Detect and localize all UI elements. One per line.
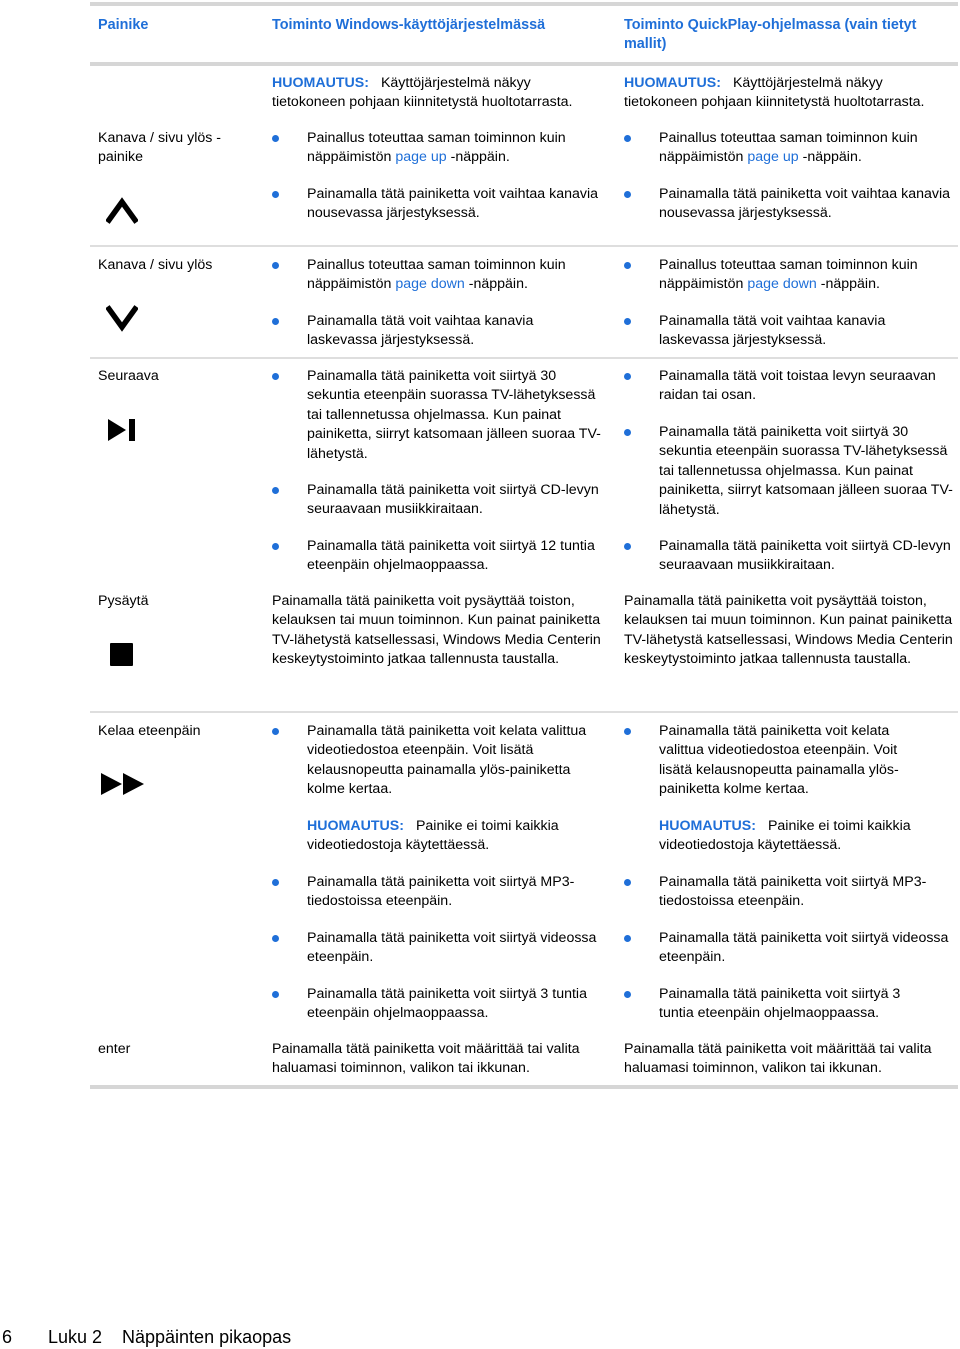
key-name: page down [747, 276, 817, 293]
note-text: Painike ei toimi kaikkia videotiedostoja käytettäessä. [307, 818, 559, 854]
chapter-label: Luku 2 [48, 1327, 103, 1347]
note-label: HUOMAUTUS: [659, 818, 756, 834]
stop-description-quickplay: Painamalla tätä painiketta voit pysäyttää toiston, kelauksen tai muun toiminnon. Kun painat painiketta TV-lähetystä katsellessasi, Windows Media Centerin keskeytystoiminto jatkaa tallennusta taustalla. [624, 593, 953, 668]
row-divider [90, 245, 958, 247]
key-name: page up [395, 149, 447, 166]
list-item: Painallus toteuttaa saman toiminnon kuin näppäimistön page down -näppäin. [624, 256, 958, 295]
button-name-fast-forward: Kelaa eteenpäin [98, 723, 201, 739]
page-number: 6 [2, 1327, 13, 1347]
stop-icon [109, 642, 135, 674]
note-label: HUOMAUTUS: [272, 75, 369, 91]
button-name-channel-up: Kanava / sivu ylös -painike [98, 130, 222, 166]
enter-description-windows: Painamalla tätä painiketta voit määrittää tai valita haluamasi toiminnon, valikon tai ikkunan. [272, 1041, 580, 1077]
list-item: Painamalla tätä painiketta voit siirtyä 30 sekuntia eteenpäin suorassa TV-lähetyksessä tai tallennetussa ohjelmassa. Kun painat painiketta, siirryt katsomaan jälleen suoraa TV-lähetystä. [624, 423, 958, 520]
os-note-quickplay [624, 74, 958, 113]
row-divider [90, 357, 958, 359]
note-label: HUOMAUTUS: [307, 818, 404, 834]
column-header-windows: Toiminto Windows-käyttöjärjestelmässä [272, 17, 546, 33]
ff-note-quickplay [659, 817, 958, 856]
list-item: Painamalla tätä painiketta voit siirtyä MP3-tiedostoissa eteenpäin. [624, 873, 958, 912]
chevron-down-icon [106, 304, 138, 338]
note-text: Käyttöjärjestelmä näkyy tietokoneen pohjaan kiinnitetystä huoltotarrasta. [624, 75, 925, 111]
list-item: Painallus toteuttaa saman toiminnon kuin näppäimistön page down -näppäin. [272, 256, 604, 295]
row-divider [90, 711, 958, 713]
button-name-next: Seuraava [98, 368, 159, 384]
stop-description-windows: Painamalla tätä painiketta voit pysäyttää toiston, kelauksen tai muun toiminnon. Kun painat painiketta TV-lähetystä katsellessasi, Windows Media Centerin keskeytystoiminto jatkaa tallennusta taustalla. [272, 593, 601, 668]
header-bottom-rule [90, 62, 958, 66]
list-item: Painamalla tätä voit vaihtaa kanavia laskevassa järjestyksessä. [272, 312, 604, 351]
list-item: Painamalla tätä painiketta voit vaihtaa kanavia nousevassa järjestyksessä. [624, 185, 958, 224]
list-item: Painallus toteuttaa saman toiminnon kuin näppäimistön page up -näppäin. [624, 129, 958, 168]
list-item: Painamalla tätä painiketta voit siirtyä 3 tuntia eteenpäin ohjelmaoppaassa. [624, 985, 928, 1024]
list-item: Painamalla tätä painiketta voit siirtyä MP3-tiedostoissa eteenpäin. [272, 873, 604, 912]
list-item: Painamalla tätä painiketta voit siirtyä CD-levyn seuraavaan musiikkiraitaan. [624, 537, 958, 576]
list-item: Painamalla tätä painiketta voit kelata valittua videotiedostoa eteenpäin. Voit lisätä kelausnopeutta painamalla ylös-painiketta kolme kertaa. [272, 722, 610, 800]
list-item: Painamalla tätä painiketta voit siirtyä CD-levyn seuraavaan musiikkiraitaan. [272, 481, 604, 520]
table-top-rule [90, 2, 958, 6]
chevron-up-icon [106, 196, 138, 230]
list-item: Painallus toteuttaa saman toiminnon kuin näppäimistön page up -näppäin. [272, 129, 604, 168]
list-item: Painamalla tätä painiketta voit siirtyä 30 sekuntia eteenpäin suorassa TV-lähetyksessä tai tallennetussa ohjelmassa. Kun painat painiketta, siirryt katsomaan jälleen suoraa TV-lähetystä. [272, 367, 604, 464]
note-text: Painike ei toimi kaikkia videotiedostoja käytettäessä. [659, 818, 911, 854]
key-name: page up [747, 149, 799, 166]
column-header-button: Painike [98, 17, 149, 33]
key-name: page down [395, 276, 465, 293]
button-name-stop: Pysäytä [98, 593, 149, 609]
table-bottom-rule [90, 1085, 958, 1089]
note-text: Käyttöjärjestelmä näkyy tietokoneen pohjaan kiinnitetystä huoltotarrasta. [272, 75, 573, 111]
list-item: Painamalla tätä painiketta voit kelata valittua videotiedostoa eteenpäin. Voit lisätä kelausnopeutta painamalla ylös-painiketta kolme kertaa. [624, 722, 924, 800]
list-item: Painamalla tätä painiketta voit siirtyä 3 tuntia eteenpäin ohjelmaoppaassa. [272, 985, 614, 1024]
fast-forward-icon [100, 771, 146, 803]
os-note-windows [272, 74, 604, 113]
list-item: Painamalla tätä painiketta voit vaihtaa kanavia nousevassa järjestyksessä. [272, 185, 604, 224]
ff-note-windows [307, 817, 607, 856]
note-label: HUOMAUTUS: [624, 75, 721, 91]
column-header-quickplay: Toiminto QuickPlay-ohjelmassa (vain tietyt mallit) [624, 17, 917, 53]
enter-description-quickplay: Painamalla tätä painiketta voit määrittää tai valita haluamasi toiminnon, valikon tai ikkunan. [624, 1041, 932, 1077]
button-name-enter: enter [98, 1041, 131, 1057]
list-item: Painamalla tätä painiketta voit siirtyä 12 tuntia eteenpäin ohjelmaoppaassa. [272, 537, 604, 576]
chapter-title: Näppäinten pikaopas [122, 1327, 292, 1347]
list-item: Painamalla tätä painiketta voit siirtyä videossa eteenpäin. [624, 929, 958, 968]
skip-next-icon [106, 417, 138, 449]
list-item: Painamalla tätä painiketta voit siirtyä videossa eteenpäin. [272, 929, 604, 968]
list-item: Painamalla tätä voit toistaa levyn seuraavan raidan tai osan. [624, 367, 958, 406]
button-name-channel-down: Kanava / sivu ylös [98, 257, 213, 273]
list-item: Painamalla tätä voit vaihtaa kanavia laskevassa järjestyksessä. [624, 312, 958, 351]
